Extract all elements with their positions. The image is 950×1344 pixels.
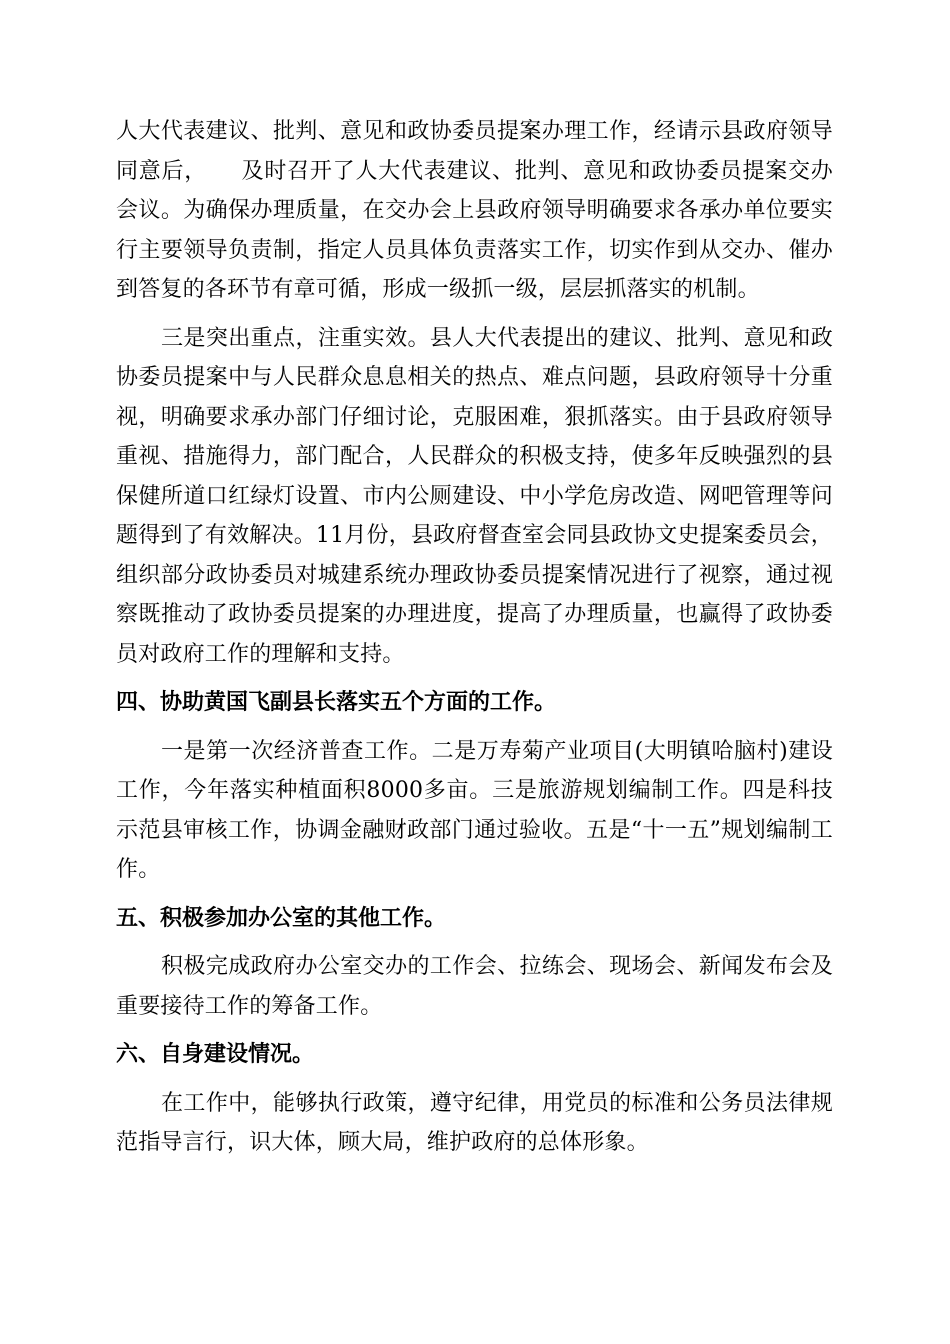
paragraph-self-development: 在工作中，能够执行政策，遵守纪律，用党员的标准和公务员法律规范指导言行，识大体，顾大局，维护政府的总体形象。	[116, 1090, 833, 1155]
paragraph-proposal-handling: 人大代表建议、批判、意见和政协委员提案办理工作，经请示县政府领导同意后， 及时召开了人大代表建议、批判、意见和政协委员提案交办会议。为确保办理质量，在交办会上县政府领导明确要求各承办单位要实行主要领导负责制，指定人员具体负责落实工作，切实作到从交办、催办到答复的各环节有章可循，形成一级抓一级，层层抓落实的机制。	[116, 119, 833, 302]
section-heading-five: 五、积极参加办公室的其他工作。	[116, 905, 447, 931]
section-heading-six: 六、自身建设情况。	[116, 1042, 315, 1067]
paragraph-office-work: 积极完成政府办公室交办的工作会、拉练会、现场会、新闻发布会及重要接待工作的筹备工作。	[116, 954, 833, 1019]
document-body	[116, 112, 833, 1172]
section-heading-four: 四、协助黄国飞副县长落实五个方面的工作。	[116, 690, 557, 715]
paragraph-focus-results: 三是突出重点，注重实效。县人大代表提出的建议、批判、意见和政协委员提案中与人民群众息息相关的热点、难点问题，县政府领导十分重视，明确要求承办部门仔细讨论，克服困难，狠抓落实。由于县政府领导重视、措施得力，部门配合，人民群众的积极支持，使多年反映强烈的县保健所道口红绿灯设置、市内公厕建设、中小学危房改造、网吧管理等问题得到了有效解决。11月份，县政府督查室会同县政协文史提案委员会，组织部分政协委员对城建系统办理政协委员提案情况进行了视察，通过视察既推动了政协委员提案的办理进度，提高了办理质量，也赢得了政协委员对政府工作的理解和支持。	[116, 325, 833, 667]
paragraph-five-tasks: 一是第一次经济普查工作。二是万寿菊产业项目(大明镇哈脑村)建设工作，今年落实种植面积8000多亩。三是旅游规划编制工作。四是科技示范县审核工作，协调金融财政部门通过验收。五是“十一五”规划编制工作。	[116, 738, 833, 882]
